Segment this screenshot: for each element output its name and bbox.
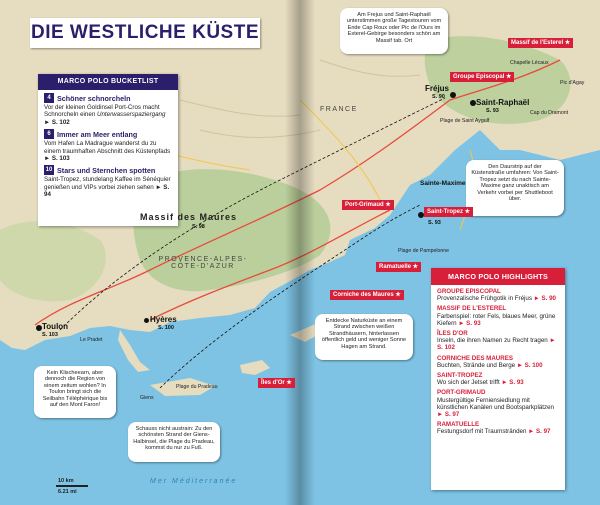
highlight-ref: ► S. 100	[516, 361, 543, 369]
bucketlist-box	[38, 74, 178, 226]
highlight-item	[431, 386, 565, 418]
highlight-text: Provenzalische Frühgotik in Fréjus	[437, 295, 532, 303]
label-groupe-episcopal: Groupe Episcopal ★	[450, 72, 514, 82]
highlight-item	[431, 302, 565, 327]
city-dot-saint-raphael	[470, 100, 476, 106]
label-saint-tropez: Saint-Tropez ★	[424, 207, 473, 217]
highlight-ref: ► S. 93	[458, 319, 481, 327]
highlight-name: RAMATUELLE	[437, 421, 480, 429]
bucketlist-item-ref: ► S. 103	[44, 155, 70, 163]
place-pic-agay: Pic d'Agay	[560, 80, 585, 86]
bucketlist-item-title: Stars und Sternchen spotten	[57, 165, 156, 175]
scale-mi: 6.21 mi	[58, 489, 77, 495]
highlight-text: Festungsdorf mit Traumstränden	[437, 428, 527, 436]
label-massif-esterel: Massif de l'Esterel ★	[508, 38, 573, 48]
highlight-item	[431, 327, 565, 352]
callout-giens: Schauss nicht austrain: Zu den schönsten Strand der Giens-Halbinsel, die Plage du Pradeau, kommst du nur zu Fuß.	[128, 422, 220, 462]
highlight-item	[431, 285, 565, 302]
bucketlist-item-text: Vom Hafen La Madrague wanderst du zu einem traumhaften Abschnitt des Küstenpfads	[44, 140, 171, 155]
callout-beach: Entdecke Naturküste an einem Strand zwischen weißen Strandhäusern, hinterlassen öffentlich geld und weniger Sonne Hagen am Strand.	[315, 314, 413, 360]
highlight-name: GROUPE EPISCOPAL	[437, 288, 501, 295]
highlight-text: Inseln, die ihren Namen zu Recht tragen	[437, 337, 548, 345]
place-chapelle: Chapelle Lécaux	[510, 60, 549, 66]
bucketlist-item-text: Vor der kleinen Goldinsel Port-Cros macht Schnorcheln einen	[44, 104, 160, 119]
bucketlist-item-text: Saint-Tropez, stundelang Kaffee im Sénéquier genießen und VIPs vorbei ziehen sehen	[44, 176, 171, 191]
city-dot-frejus	[450, 92, 456, 98]
bucketlist-number: 6	[44, 129, 54, 139]
place-toulon-ref: S. 103	[42, 332, 58, 338]
highlight-text: Mustergültige Ferniensiedlung mit künstlichen Kanälen und Bootsparkplätzen	[437, 396, 554, 411]
label-ramatuelle: Ramatuelle ★	[376, 262, 421, 272]
highlight-ref: ► S. 97	[528, 428, 551, 436]
bucketlist-item-ref: ► S. 94	[44, 183, 170, 199]
label-iles-dor: Îles d'Or ★	[258, 378, 295, 388]
callout-shuttleboat: Den Daurstrip auf der Küstenstraße umfahren: Von Saint-Tropez setzt du nach Sainte-Maxime ganz unaktisch am Verkehr vorbei per Shuttleboot über.	[466, 160, 564, 216]
place-cap-dramont: Cap du Dramont	[530, 110, 569, 116]
book-gutter	[285, 0, 315, 505]
region-label: PROVENCE-ALPES-CÔTE-D'AZUR	[158, 256, 248, 270]
highlights-box	[431, 268, 565, 490]
place-frejus: Fréjus	[425, 84, 450, 93]
city-dot-saint-tropez	[418, 212, 424, 218]
highlight-name: CORNICHE DES MAURES	[437, 354, 513, 362]
bucketlist-item-text-emph: Unterwasserspaziergang	[97, 111, 166, 119]
highlight-ref: ► S. 90	[533, 295, 556, 303]
bucketlist-item-title: Schöner schnorcheln	[57, 93, 131, 103]
scale-bar	[56, 485, 88, 487]
sea-label: Mer Méditerranée	[150, 478, 238, 485]
callout-toulon: Kein Klischeearn, aber dennoch die Region von einem zeitum wohlen? In Toulon bringt sich die Seilbahn Téléphérique bis auf den Mont Faron!	[34, 366, 116, 418]
place-hyeres: Hyères	[150, 315, 177, 324]
place-giens: Giens	[140, 395, 154, 401]
place-saint-tropez-ref: S. 93	[428, 220, 441, 226]
place-frejus-ref: S. 90	[432, 94, 445, 100]
highlight-ref: ► S. 97	[437, 411, 460, 419]
city-dot-toulon	[36, 325, 42, 331]
highlight-name: MASSIF DE L'ESTEREL	[437, 305, 507, 313]
highlight-text: Buchten, Strände und Berge	[437, 361, 516, 369]
highlight-ref: ► S. 93	[501, 379, 524, 387]
place-toulon: Toulon	[42, 322, 69, 331]
place-plage-pampelonne: Plage de Pampelonne	[398, 248, 450, 254]
scale-km: 10 km	[58, 478, 74, 484]
place-le-pradet: Le Pradet	[80, 337, 103, 343]
place-massif-maures: Massif des Maures	[140, 212, 238, 222]
place-sainte-maxime: Sainte-Maxime	[420, 180, 466, 187]
bucketlist-item	[38, 90, 178, 126]
highlight-item	[431, 418, 565, 435]
city-dot-hyeres	[144, 318, 149, 323]
bucketlist-heading: MARCO POLO BUCKETLIST	[38, 74, 178, 90]
page-title: DIE WESTLICHE KÜSTE	[30, 18, 260, 48]
label-port-grimaud: Port-Grimaud ★	[342, 200, 394, 210]
place-saint-raphael-ref: S. 93	[486, 108, 499, 114]
bucketlist-item	[38, 126, 178, 162]
country-label: FRANCE	[320, 106, 358, 113]
bucketlist-item	[38, 162, 178, 198]
bucketlist-item-ref: ► S. 102	[44, 118, 70, 126]
place-plage-saint-aygulf: Plage de Saint Aygulf	[440, 118, 490, 124]
place-plage-pradeau: Plage du Pradeau	[176, 384, 218, 390]
place-hyeres-ref: S. 100	[158, 325, 174, 331]
bucketlist-item-title: Immer am Meer entlang	[57, 129, 138, 139]
place-saint-raphael: Saint-Raphaël	[476, 98, 530, 107]
callout-esterel: Am Frejus und Saint-Raphaël unterstimmen große Tagestouren vom Ende Cap Roux oder Pic de l'Ours im Esterel-Gebirge besonders schön am Massif tab. Ort	[340, 8, 448, 54]
highlight-text: Farbenspiel: roter Fels, blaues Meer, grüne Kiefern	[437, 312, 556, 327]
highlight-text: Wo sich der Jetset trifft	[437, 379, 500, 387]
highlight-ref: ► S. 102	[437, 337, 556, 352]
label-corniche: Corniche des Maures ★	[330, 290, 404, 300]
highlights-heading: MARCO POLO HIGHLIGHTS	[431, 268, 565, 285]
bucketlist-number: 10	[45, 167, 53, 174]
highlight-item	[431, 352, 565, 369]
highlight-item	[431, 369, 565, 386]
highlight-name: ÎLES D'OR	[437, 330, 468, 338]
highlight-name: PORT-GRIMAUD	[437, 389, 486, 397]
place-massif-ref: S. 98	[192, 224, 205, 230]
highlight-name: SAINT-TROPEZ	[437, 372, 483, 380]
bucketlist-number: 4	[44, 93, 54, 103]
